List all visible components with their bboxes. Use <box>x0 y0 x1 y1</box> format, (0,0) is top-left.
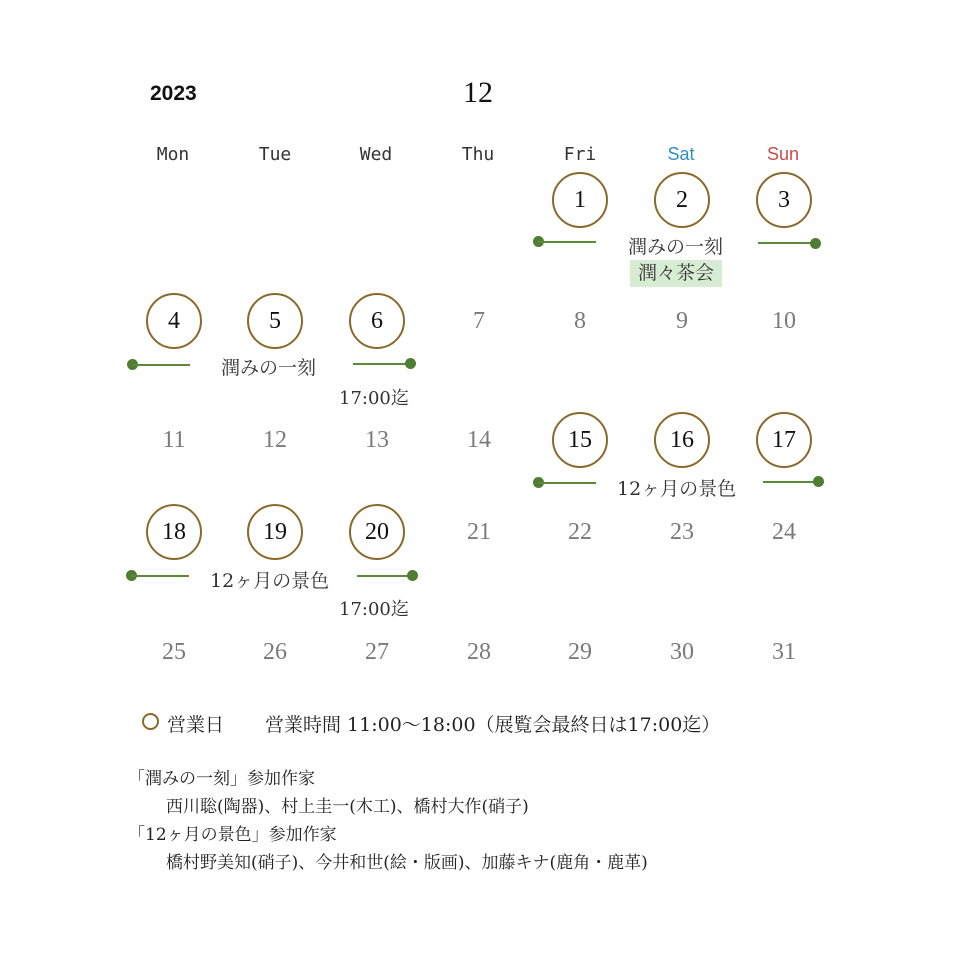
event-line <box>132 364 190 366</box>
day-3[interactable]: 3 <box>756 172 812 228</box>
day-13: 13 <box>365 427 389 453</box>
day-8: 8 <box>574 308 586 334</box>
day-2[interactable]: 2 <box>654 172 710 228</box>
day-10: 10 <box>772 308 796 334</box>
weekday-thu: Thu <box>461 144 495 165</box>
weekday-tue: Tue <box>258 144 292 165</box>
event-line <box>538 482 596 484</box>
weekday-wed: Wed <box>359 144 393 165</box>
open-day-legend-label: 営業日 <box>167 714 225 736</box>
event-title: 潤みの一刻 <box>628 236 724 258</box>
event-line <box>538 241 596 243</box>
day-14: 14 <box>467 427 491 453</box>
exhibition2-heading: 「12ヶ月の景色」参加作家 <box>128 825 337 845</box>
day-1[interactable]: 1 <box>552 172 608 228</box>
day-27: 27 <box>365 639 389 665</box>
day-29: 29 <box>568 639 592 665</box>
day-17[interactable]: 17 <box>756 412 812 468</box>
weekday-fri: Fri <box>563 144 597 165</box>
exhibition1-artists: 西川聡(陶器)、村上圭一(木工)、橋村大作(硝子) <box>166 797 529 817</box>
exhibition2-artists: 橋村野美知(硝子)、今井和世(絵・版画)、加藤キナ(鹿角・鹿革) <box>166 853 648 873</box>
day-9: 9 <box>676 308 688 334</box>
day-5[interactable]: 5 <box>247 293 303 349</box>
open-day-legend-icon <box>142 713 159 730</box>
day-20[interactable]: 20 <box>349 504 405 560</box>
month-label: 12 <box>463 76 493 109</box>
event-title: 12ヶ月の景色 <box>210 570 330 592</box>
day-12: 12 <box>263 427 287 453</box>
day-23: 23 <box>670 519 694 545</box>
weekday-sun: Sun <box>766 144 800 164</box>
tea-event-tag: 潤々茶会 <box>630 260 722 287</box>
day-11: 11 <box>162 427 186 453</box>
weekday-sat: Sat <box>667 144 695 164</box>
event-line <box>763 481 819 483</box>
day-28: 28 <box>467 639 491 665</box>
exhibition1-heading: 「潤みの一刻」参加作家 <box>128 769 315 789</box>
business-hours: 営業時間 11:00〜18:00（展覧会最終日は17:00迄） <box>265 714 721 736</box>
event-title: 12ヶ月の景色 <box>617 478 737 500</box>
event-end-dot <box>813 476 824 487</box>
event-line <box>357 575 413 577</box>
event-line <box>131 575 189 577</box>
day-24: 24 <box>772 519 796 545</box>
day-30: 30 <box>670 639 694 665</box>
day-15[interactable]: 15 <box>552 412 608 468</box>
artists-section <box>128 765 648 877</box>
event-end-dot <box>405 358 416 369</box>
day-26: 26 <box>263 639 287 665</box>
day-4[interactable]: 4 <box>146 293 202 349</box>
event-line <box>353 363 411 365</box>
weekday-mon: Mon <box>156 144 190 165</box>
closing-time-note: 17:00迄 <box>339 599 409 620</box>
closing-time-note: 17:00迄 <box>339 388 409 409</box>
day-31: 31 <box>772 639 796 665</box>
year-label: 2023 <box>150 82 197 105</box>
event-title: 潤みの一刻 <box>221 357 317 379</box>
event-end-dot <box>407 570 418 581</box>
day-16[interactable]: 16 <box>654 412 710 468</box>
day-21: 21 <box>467 519 491 545</box>
day-19[interactable]: 19 <box>247 504 303 560</box>
event-end-dot <box>810 238 821 249</box>
day-7: 7 <box>473 308 485 334</box>
day-18[interactable]: 18 <box>146 504 202 560</box>
day-6[interactable]: 6 <box>349 293 405 349</box>
day-25: 25 <box>162 639 186 665</box>
event-line <box>758 242 816 244</box>
day-22: 22 <box>568 519 592 545</box>
